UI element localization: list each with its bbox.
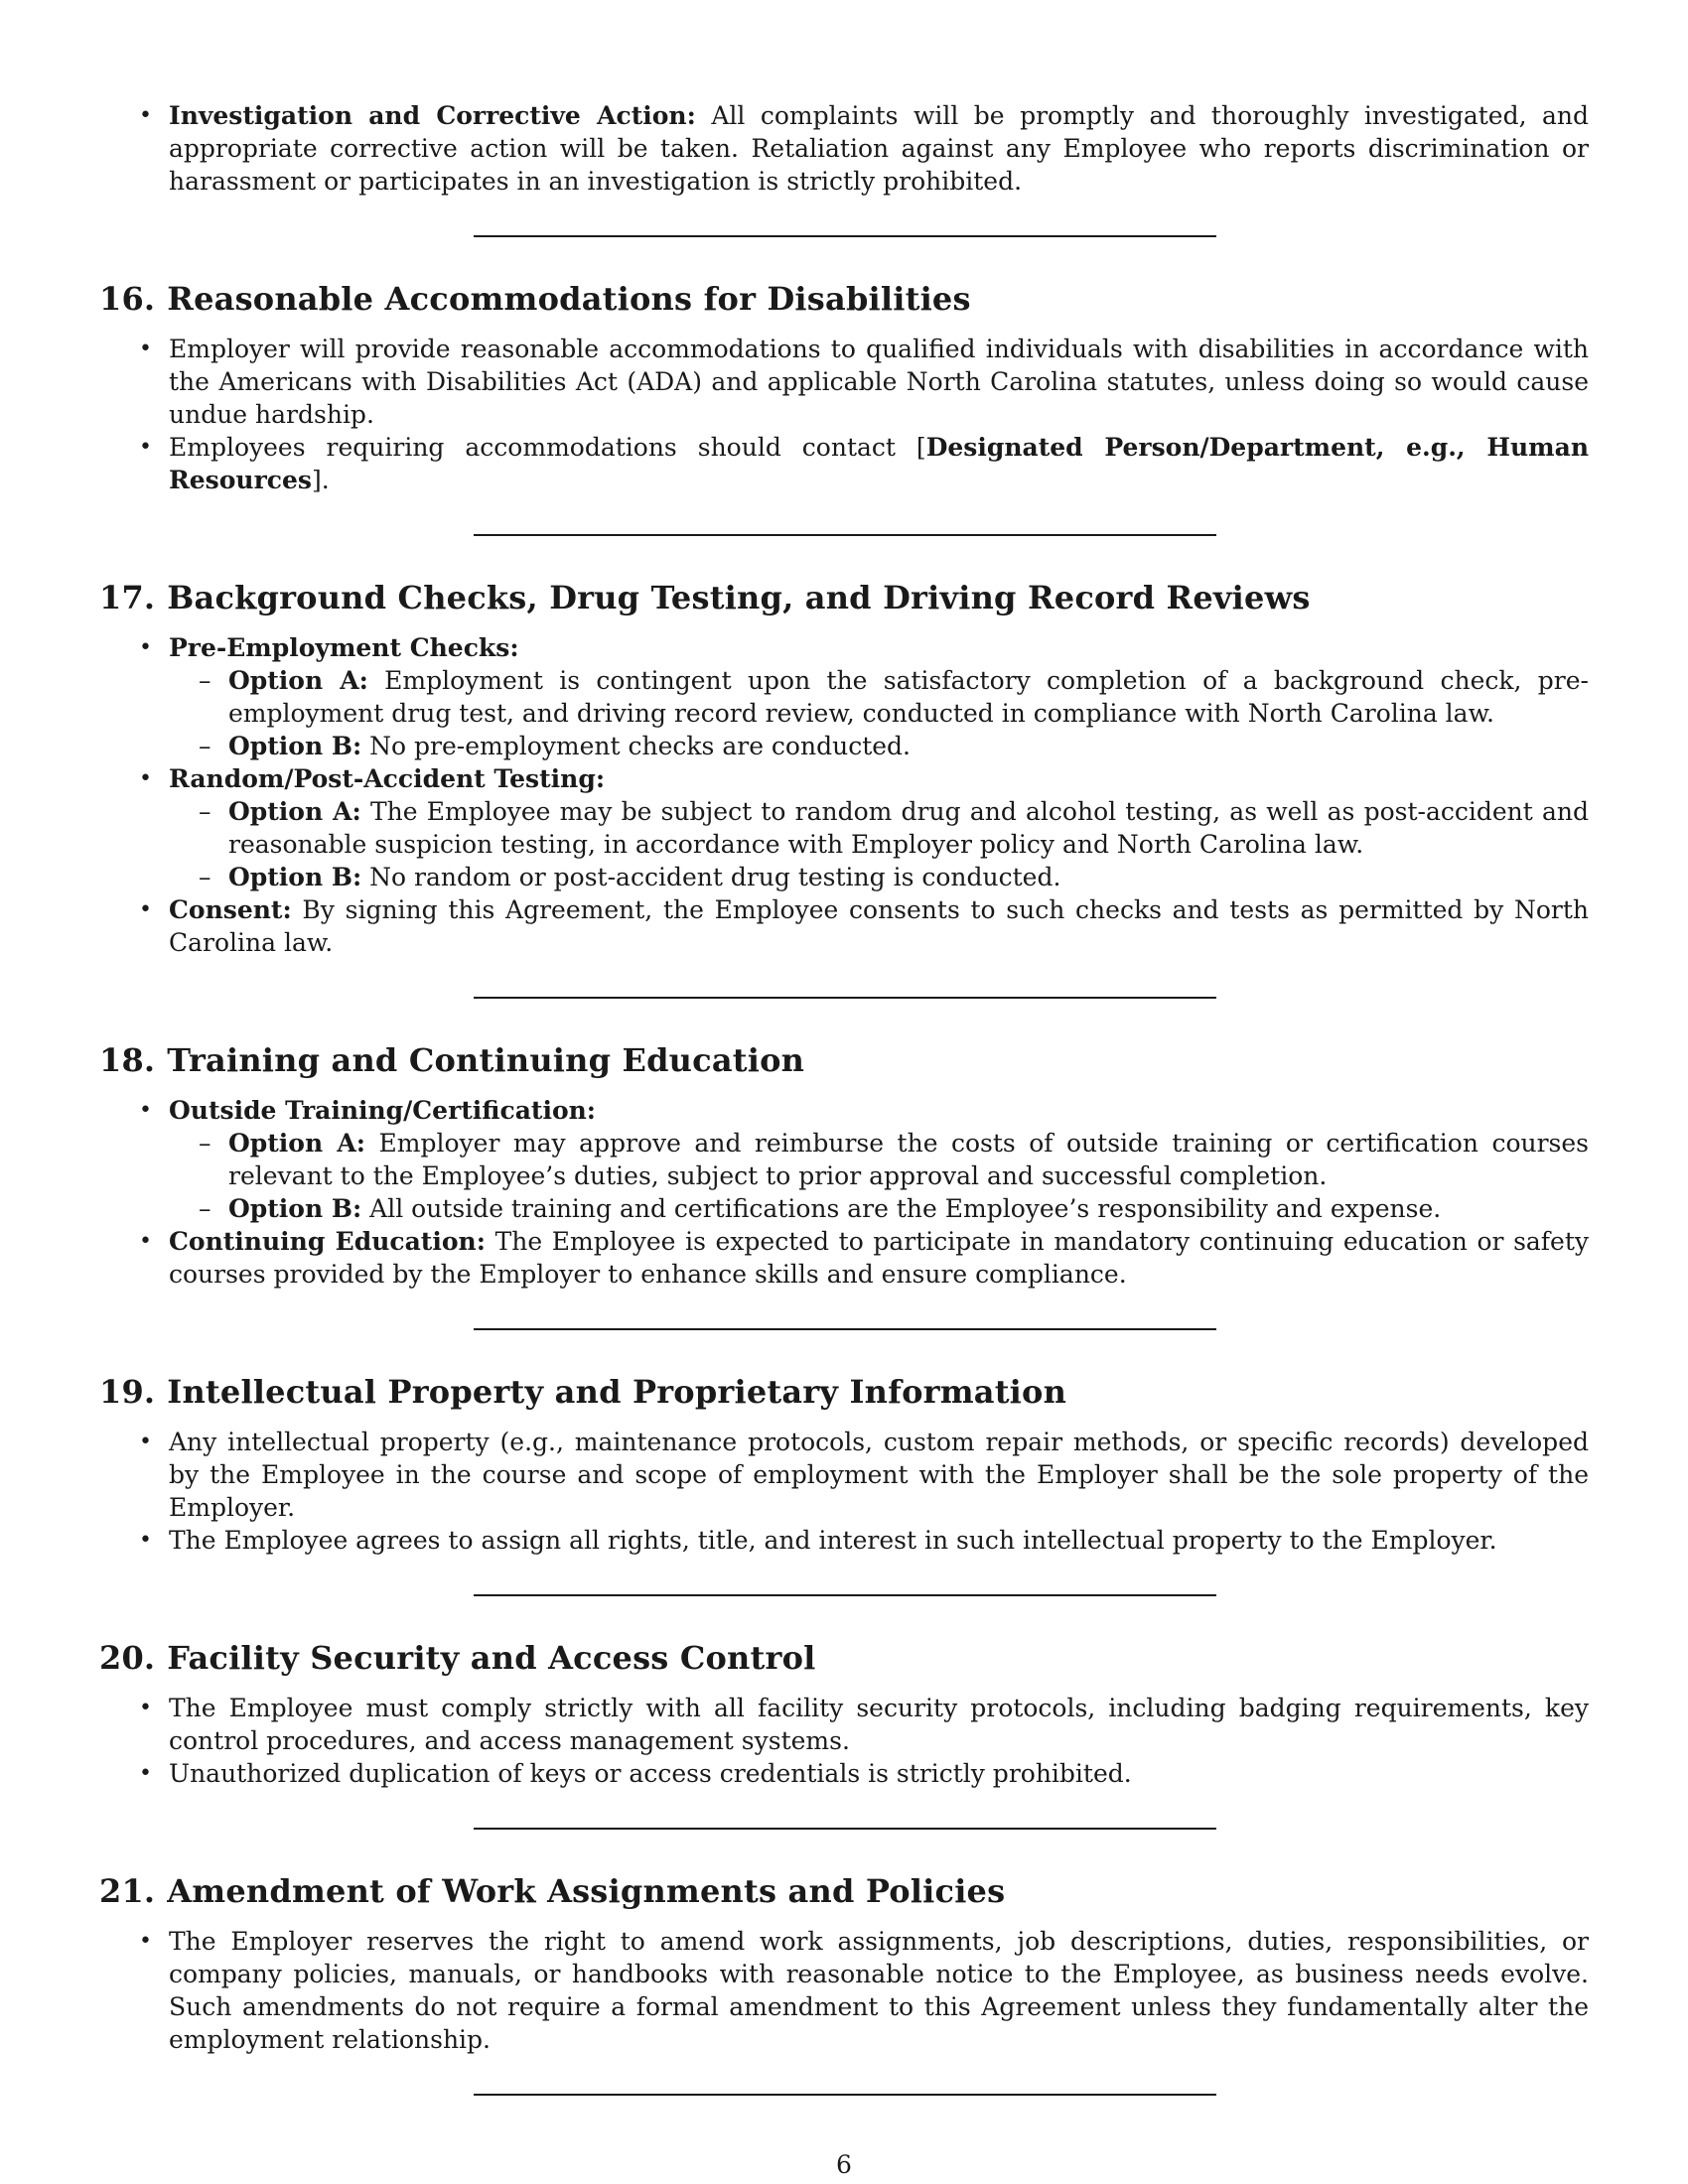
sub-list-item: – Option A: Employment is contingent upon the satisfactory completion of a background check, pre-employment drug test, and driving record review, conducted in compliance with North Carolina law.	[169, 664, 1589, 730]
section-list	[99, 1925, 1589, 2056]
section-number: 17.	[99, 579, 156, 616]
section-heading	[99, 1638, 1589, 1678]
section-heading	[99, 578, 1589, 617]
list-item: • Continuing Education: The Employee is expected to participate in mandatory continuing education or safety courses provided by the Employer to enhance skills and ensure compliance.	[99, 1225, 1589, 1291]
section-divider	[474, 2094, 1216, 2096]
section-number: 18.	[99, 1041, 156, 1079]
bullet-label: Investigation and Corrective Action:	[169, 101, 696, 130]
list-item: • Any intellectual property (e.g., maintenance protocols, custom repair methods, or specific records) developed by the Employee in the course and scope of employment with the Employer shall be the sole property of the Employer.	[99, 1426, 1589, 1524]
section-divider	[474, 534, 1216, 536]
page-number: 6	[836, 2150, 852, 2179]
document-page	[99, 99, 1589, 2137]
section-18	[99, 1040, 1589, 1291]
section-heading	[99, 279, 1589, 319]
section-19	[99, 1372, 1589, 1557]
sub-list-item: – Option A: The Employee may be subject to random drug and alcohol testing, as well as post-accident and reasonable suspicion testing, in accordance with Employer policy and North Carolina law.	[169, 795, 1589, 861]
section-list	[99, 1094, 1589, 1291]
section-divider	[474, 1594, 1216, 1596]
sub-list	[169, 795, 1589, 893]
section-divider	[474, 235, 1216, 237]
section-title: Amendment of Work Assignments and Policies	[167, 1872, 1006, 1910]
section-number: 20.	[99, 1639, 156, 1677]
section-divider	[474, 1328, 1216, 1330]
section-title: Intellectual Property and Proprietary Information	[167, 1373, 1067, 1411]
section-heading	[99, 1871, 1589, 1911]
list-item: • Outside Training/Certification: – Option A: Employer may approve and reimburse the costs of outside training or certification courses relevant to the Employee’s duties, subject to prior approval and successful completion. – Option B: All outside training and certifications are the Employee’s responsibility and expense.	[99, 1094, 1589, 1225]
list-item: • Employees requiring accommodations should contact [Designated Person/Department, e.g., Human Resources].	[99, 431, 1589, 496]
section-20	[99, 1638, 1589, 1790]
placeholder-field: Designated Person/Department, e.g., Human Resources	[169, 433, 1589, 494]
section-17	[99, 578, 1589, 959]
sub-list	[169, 1127, 1589, 1225]
section-heading	[99, 1372, 1589, 1412]
sub-list	[169, 664, 1589, 762]
section-list	[99, 1692, 1589, 1790]
list-item: • The Employee must comply strictly with all facility security protocols, including badging requirements, key control procedures, and access management systems.	[99, 1692, 1589, 1757]
section-number: 21.	[99, 1872, 156, 1910]
list-item: • Random/Post-Accident Testing: – Option A: The Employee may be subject to random drug and alcohol testing, as well as post-accident and reasonable suspicion testing, in accordance with Employer policy and North Carolina law. – Option B: No random or post-accident drug testing is conducted.	[99, 762, 1589, 893]
list-item: • The Employer reserves the right to amend work assignments, job descriptions, duties, responsibilities, or company policies, manuals, or handbooks with reasonable notice to the Employee, as business needs evolve. Such amendments do not require a formal amendment to this Agreement unless they fundamentally alter the employment relationship.	[99, 1925, 1589, 2056]
sub-list-item: – Option A: Employer may approve and reimburse the costs of outside training or certification courses relevant to the Employee’s duties, subject to prior approval and successful completion.	[169, 1127, 1589, 1192]
section-heading	[99, 1040, 1589, 1080]
sub-list-item: – Option B: No random or post-accident drug testing is conducted.	[169, 861, 1589, 893]
section-list	[99, 333, 1589, 496]
section-divider	[474, 1828, 1216, 1830]
list-item: • Employer will provide reasonable accommodations to qualified individuals with disabilities in accordance with the Americans with Disabilities Act (ADA) and applicable North Carolina statutes, unless doing so would cause undue hardship.	[99, 333, 1589, 431]
section-list	[99, 1426, 1589, 1557]
sub-list-item: – Option B: No pre-employment checks are conducted.	[169, 730, 1589, 762]
list-item: • The Employee agrees to assign all rights, title, and interest in such intellectual property to the Employer.	[99, 1524, 1589, 1557]
sub-list-item: – Option B: All outside training and certifications are the Employee’s responsibility and expense.	[169, 1192, 1589, 1225]
section-list	[99, 631, 1589, 959]
intro-list	[99, 99, 1589, 198]
section-title: Reasonable Accommodations for Disabilities	[167, 280, 971, 318]
section-21	[99, 1871, 1589, 2056]
list-item: • Unauthorized duplication of keys or access credentials is strictly prohibited.	[99, 1757, 1589, 1790]
list-item: • Consent: By signing this Agreement, the Employee consents to such checks and tests as permitted by North Carolina law.	[99, 893, 1589, 959]
section-number: 16.	[99, 280, 156, 318]
section-title: Background Checks, Drug Testing, and Driving Record Reviews	[167, 579, 1311, 616]
section-title: Facility Security and Access Control	[167, 1639, 816, 1677]
section-title: Training and Continuing Education	[167, 1041, 805, 1079]
section-16	[99, 279, 1589, 496]
list-item	[99, 99, 1589, 198]
section-number: 19.	[99, 1373, 156, 1411]
list-item: • Pre-Employment Checks: – Option A: Employment is contingent upon the satisfactory completion of a background check, pre-employment drug test, and driving record review, conducted in compliance with North Carolina law. – Option B: No pre-employment checks are conducted.	[99, 631, 1589, 762]
section-divider	[474, 997, 1216, 999]
bullet-text: All complaints will be promptly and thoroughly investigated, and appropriate corrective action will be taken. Retaliation against any Employee who reports discrimination or harassment or participates in an investigation is strictly prohibited.	[169, 101, 1590, 196]
